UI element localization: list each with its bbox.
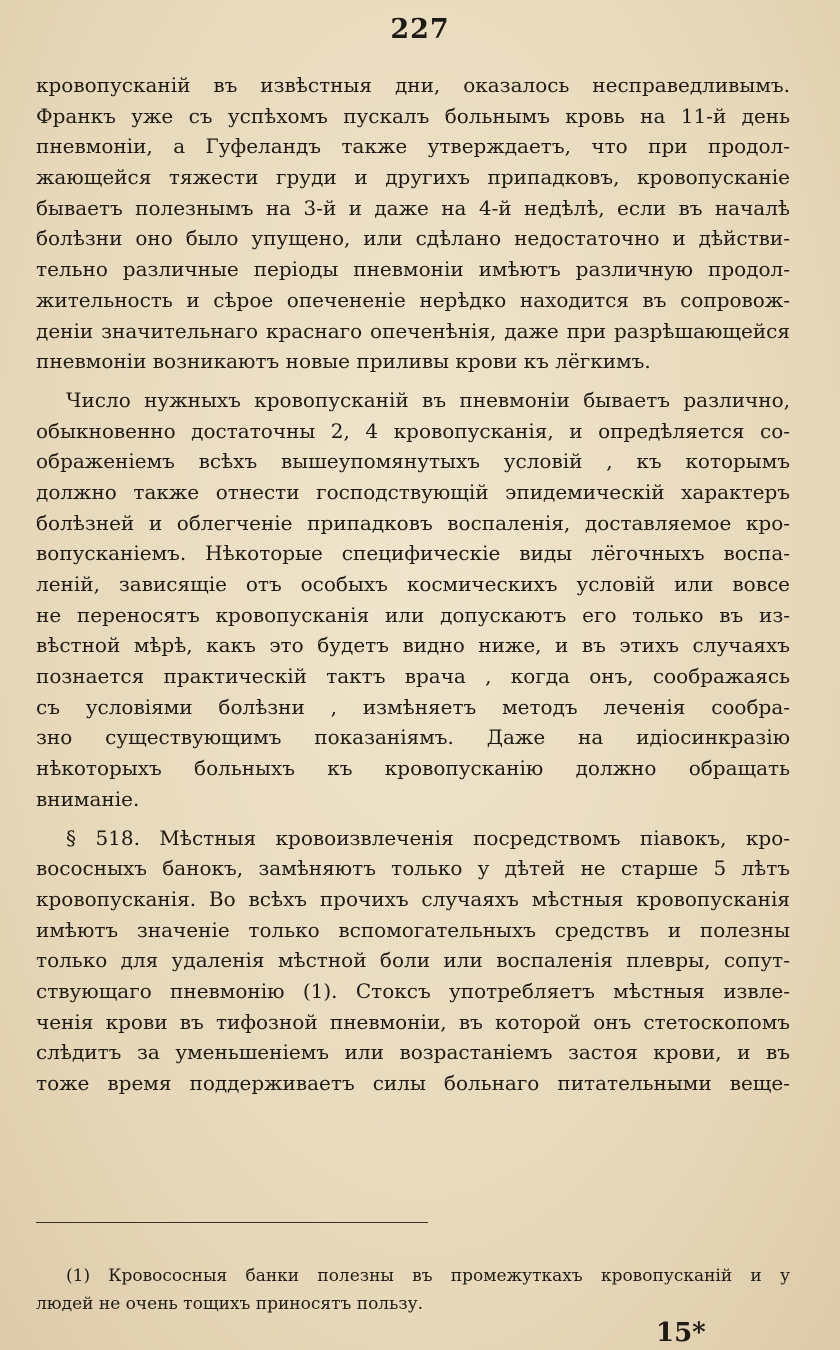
footnote-line: (1) Кровососныя банки полезны въ промежуткахъ кровопусканій и у	[66, 1266, 790, 1286]
text-line: Франкъ уже съ успѣхомъ пускалъ больнымъ кровь на 11-й день	[36, 103, 790, 128]
text-line: тельно различные періоды пневмоніи имѣютъ различную продол-	[36, 257, 790, 282]
paragraph	[36, 823, 790, 1099]
paragraph	[36, 70, 790, 377]
text-line: слѣдитъ за уменьшеніемъ или возрастаніемъ застоя крови, и въ	[36, 1040, 790, 1065]
text-line: ображеніемъ всѣхъ вышеупомянутыхъ условій , къ которымъ	[36, 449, 790, 474]
text-line: вѣстной мѣрѣ, какъ это будетъ видно ниже, и въ этихъ случаяхъ	[36, 633, 790, 658]
text-line: жающейся тяжести груди и другихъ припадковъ, кровопусканіе	[36, 165, 790, 190]
text-line: кровопусканія. Во всѣхъ прочихъ случаяхъ мѣстныя кровопусканія	[36, 886, 790, 911]
text-line: ченія крови въ тифозной пневмоніи, въ которой онъ стетоскопомъ	[36, 1009, 790, 1034]
text-line: не переносятъ кровопусканія или допускаютъ его только въ из-	[36, 602, 790, 627]
text-line: вопусканіемъ. Нѣкоторые специфическіе виды лёгочныхъ воспа-	[36, 541, 790, 566]
text-line: вососныхъ банокъ, замѣняютъ только у дѣтей не старше 5 лѣтъ	[36, 856, 790, 881]
text-line: болѣзни оно было упущено, или сдѣлано недостаточно и дѣйстви-	[36, 226, 790, 251]
text-line: пневмоніи, а Гуфеландъ также утверждаетъ, что при продол-	[36, 134, 790, 159]
paragraph	[36, 385, 790, 815]
text-line: съ условіями болѣзни , измѣняетъ методъ леченія сообра-	[36, 694, 790, 719]
text-line: леній, зависящіе отъ особыхъ космическихъ условій или вовсе	[36, 572, 790, 596]
text-line: деніи значительнаго краснаго опеченѣнія, даже при разрѣшающейся	[36, 318, 790, 343]
text-line: нѣкоторыхъ больныхъ къ кровопусканію должно обращать	[36, 756, 790, 781]
text-line: кровопусканій въ извѣстныя дни, оказалось несправедливымъ.	[36, 73, 790, 97]
text-line: ствующаго пневмонію (1). Стоксъ употребляетъ мѣстныя извле-	[36, 978, 790, 1003]
text-line: познается практическій тактъ врача , когда онъ, соображаясь	[36, 664, 790, 689]
text-line: жительность и сѣрое опечененіе нерѣдко находится въ сопровож-	[36, 287, 790, 312]
text-line: зно существующимъ показаніямъ. Даже на идіосинкразію	[36, 725, 790, 750]
text-line: болѣзней и облегченіе припадковъ воспаленія, доставляемое кро-	[36, 510, 790, 535]
text-line: имѣютъ значеніе только вспомогательныхъ средствъ и полезны	[36, 917, 790, 942]
paragraph-gap	[36, 377, 790, 385]
text-line: должно также отнести господствующій эпидемическій характеръ	[36, 479, 790, 504]
footnote-line: людей не очень тощихъ приносятъ пользу.	[36, 1294, 424, 1314]
text-line: обыкновенно достаточны 2, 4 кровопусканія, и опредѣляется со-	[36, 418, 790, 443]
paragraph-gap	[36, 815, 790, 823]
text-line: вниманіе.	[36, 786, 140, 811]
text-line: тоже время поддерживаетъ силы больнаго питательными веще-	[36, 1071, 790, 1095]
text-line: Число нужныхъ кровопусканій въ пневмоніи бываетъ различно,	[66, 387, 790, 412]
signature-mark: 15*	[656, 1318, 706, 1348]
text-line: только для удаленія мѣстной боли или воспаленія плевры, сопут-	[36, 948, 790, 973]
text-line: § 518. Мѣстныя кровоизвлеченія посредствомъ піавокъ, кро-	[66, 825, 790, 850]
body-text	[36, 70, 790, 1099]
footnote-rule	[36, 1222, 428, 1223]
text-line: бываетъ полезнымъ на 3-й и даже на 4-й недѣлѣ, если въ началѣ	[36, 195, 790, 220]
footnote	[36, 1262, 790, 1318]
text-line: пневмоніи возникаютъ новые приливы крови къ лёгкимъ.	[36, 349, 651, 374]
page-number: 227	[390, 14, 450, 45]
